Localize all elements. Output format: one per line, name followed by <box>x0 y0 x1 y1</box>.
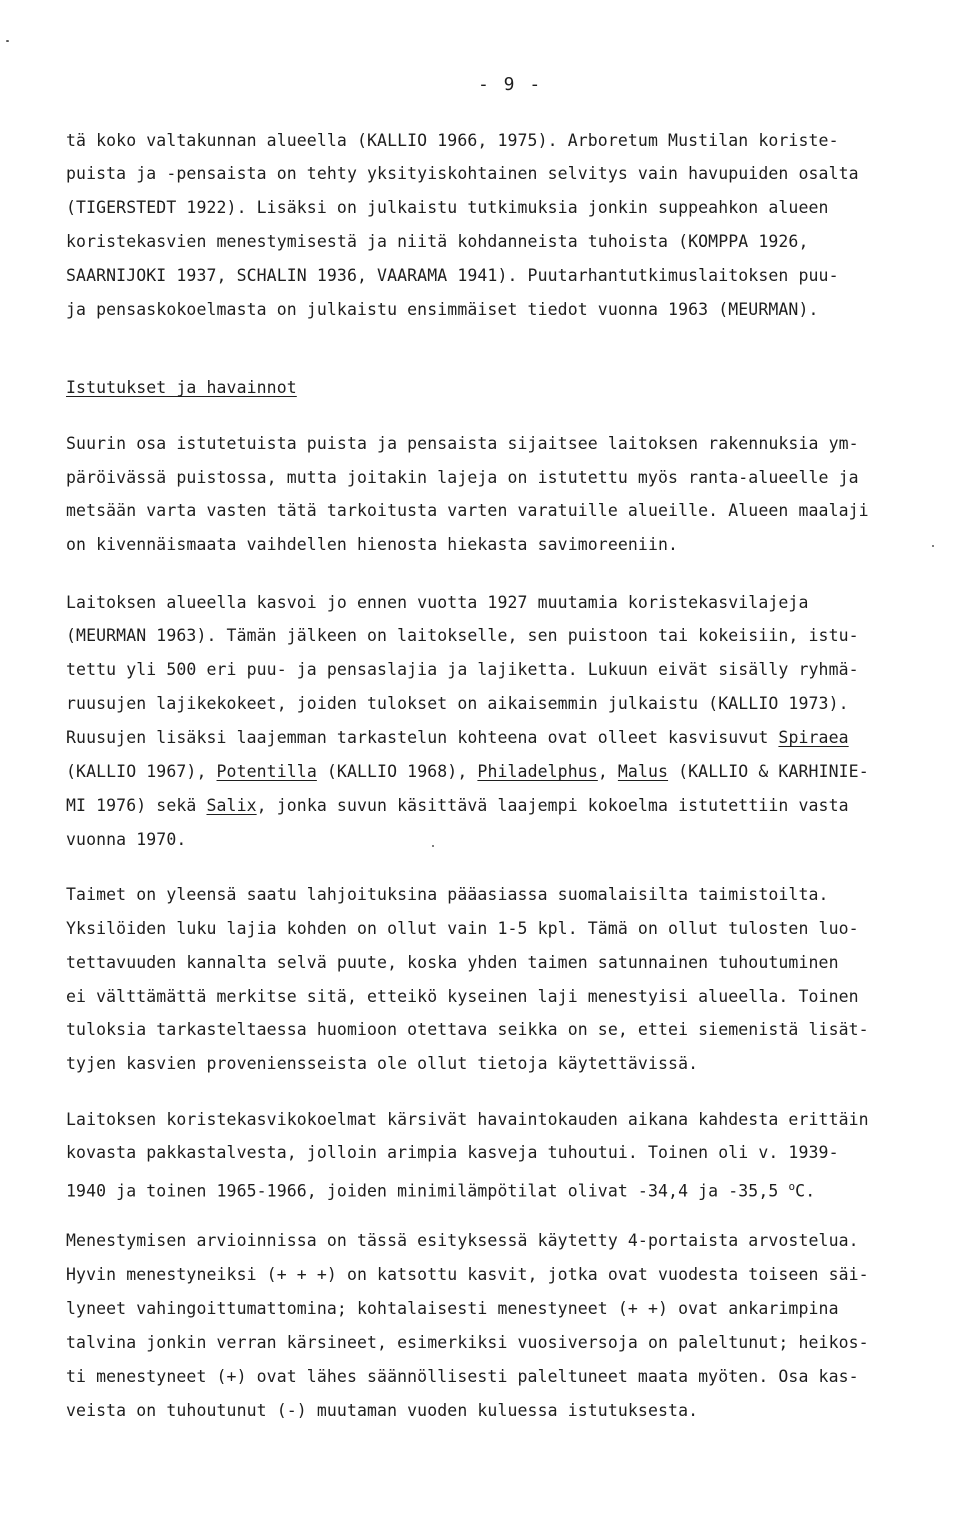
text-line: Suurin osa istutetuista puista ja pensaista sijaitsee laitoksen rakennuksia ym- <box>66 434 859 453</box>
text-line <box>66 761 869 783</box>
text-segment: Ruusujen lisäksi laajemman tarkastelun kohteena ovat olleet kasvisuvut <box>66 728 769 747</box>
text-line: ja pensaskokoelmasta on julkaistu ensimmäiset tiedot vuonna 1963 (MEURMAN). <box>66 300 819 319</box>
text-line: veista on tuhoutunut (-) muutaman vuoden kuluessa istutuksesta. <box>66 1401 699 1420</box>
text-line: (TIGERSTEDT 1922). Lisäksi on julkaistu tutkimuksia jonkin suppeahkon alueen <box>66 198 829 217</box>
text-line: lyneet vahingoittumattomina; kohtalaisesti menestyneet (+ +) ovat ankarimpina <box>66 1299 839 1318</box>
text-line: on kivennäismaata vaihdellen hienosta hiekasta savimoreeniin. <box>66 535 679 554</box>
text-line: Taimet on yleensä saatu lahjoituksina pääasiassa suomalaisilta taimistoilta. <box>66 885 829 904</box>
text-line: ruusujen lajikekokeet, joiden tulokset on aikaisemmin julkaistu (KALLIO 1973). <box>66 694 849 713</box>
genus-name: Malus <box>617 762 669 781</box>
text-line: päröivässä puistossa, mutta joitakin lajeja on istutettu myös ranta-alueelle ja <box>66 468 859 487</box>
text-segment: MI 1976) sekä <box>66 796 207 815</box>
text-line: ei välttämättä merkitse sitä, etteikö kyseinen laji menestyisi alueella. Toinen <box>66 987 859 1006</box>
text-line: tä koko valtakunnan alueella (KALLIO 1966, 1975). Arboretum Mustilan koriste- <box>66 131 839 150</box>
text-line: kovasta pakkastalvesta, jolloin arimpia kasveja tuhoutui. Toinen oli v. 1939- <box>66 1143 839 1162</box>
text-line: Laitoksen alueella kasvoi jo ennen vuotta 1927 muutamia koristekasvilajeja <box>66 593 809 612</box>
text-segment: , jonka suvun käsittävä laajempi kokoelma istutettiin vasta <box>256 796 849 815</box>
text-line: (MEURMAN 1963). Tämän jälkeen on laitokselle, sen puistoon tai kokeisiin, istu- <box>66 626 859 645</box>
genus-name: Spiraea <box>778 728 849 747</box>
page-number: - 9 - <box>478 74 543 95</box>
text-line: tyjen kasvien proveniensseista ole ollut tietoja käytettävissä. <box>66 1054 699 1073</box>
text-segment: C. <box>795 1181 816 1201</box>
text-line: Laitoksen koristekasvikokoelmat kärsivät havaintokauden aikana kahdesta erittäin <box>66 1110 869 1129</box>
text-line: SAARNIJOKI 1937, SCHALIN 1936, VAARAMA 1941). Puutarhantutkimuslaitoksen puu- <box>66 266 839 285</box>
scan-speck <box>6 40 9 42</box>
text-line: vuonna 1970. <box>66 830 187 849</box>
text-line: tettu yli 500 eri puu- ja pensaslajia ja lajiketta. Lukuun eivät sisälly ryhmä- <box>66 660 859 679</box>
text-segment: 1940 ja toinen 1965-1966, joiden minimilämpötilat olivat -34,4 ja -35,5 <box>66 1181 789 1201</box>
text-line: metsään varta vasten tätä tarkoitusta varten varatuille alueille. Alueen maalaji <box>66 501 869 520</box>
section-heading: Istutukset ja havainnot <box>66 378 297 397</box>
text-line: talvina jonkin verran kärsineet, esimerkiksi vuosiversoja on paleltunut; heikos- <box>66 1333 869 1352</box>
text-line: tettavuuden kannalta selvä puute, koska yhden taimen satunnainen tuhoutuminen <box>66 953 839 972</box>
text-line: ti menestyneet (+) ovat lähes säännöllisesti paleltuneet maata myöten. Osa kas- <box>66 1367 859 1386</box>
text-line: Menestymisen arvioinnissa on tässä esityksessä käytetty 4-portaista arvostelua. <box>66 1231 859 1250</box>
text-line: Yksilöiden luku lajia kohden on ollut vain 1-5 kpl. Tämä on ollut tulosten luo- <box>66 919 859 938</box>
text-line: Hyvin menestyneiksi (+ + +) on katsottu kasvit, jotka ovat vuodesta toiseen säi- <box>66 1265 869 1284</box>
genus-name: Salix <box>206 796 257 815</box>
degree-symbol: o <box>788 1180 796 1193</box>
text-segment: (KALLIO 1967), <box>66 762 217 781</box>
text-segment: (KALLIO 1968), <box>316 762 478 781</box>
text-line <box>66 795 849 817</box>
text-line: puista ja -pensaista on tehty yksityiskohtainen selvitys vain havupuiden osalta <box>66 164 859 183</box>
text-segment: , <box>597 762 618 781</box>
text-line: tuloksia tarkasteltaessa huomioon otettava seikka on se, ettei siemenistä lisät- <box>66 1020 869 1039</box>
text-segment: (KALLIO & KARHINIE- <box>668 762 869 781</box>
genus-name: Philadelphus <box>477 762 598 781</box>
text-line <box>66 1176 815 1203</box>
text-line: koristekasvien menestymisestä ja niitä kohdanneista tuhoista (KOMPPA 1926, <box>66 232 809 251</box>
genus-name: Potentilla <box>216 762 317 781</box>
text-line <box>66 727 849 749</box>
scan-speck <box>932 545 934 547</box>
scan-speck <box>432 845 434 847</box>
